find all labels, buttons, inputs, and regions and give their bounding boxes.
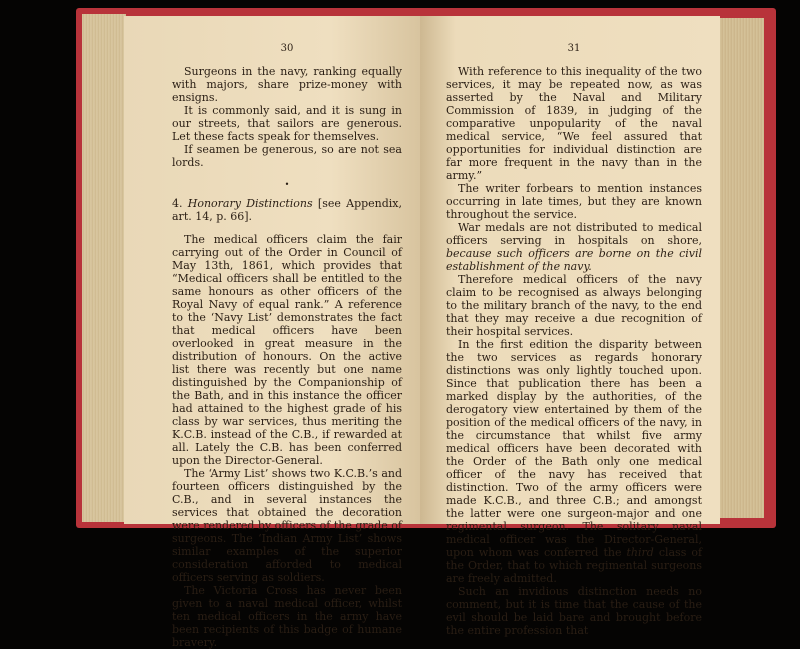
paragraph-text: In the first edition the disparity between the two services as regards honorary distinctions was only lightly touched upon. Since that publication there has been a marked display by the authorities, of the derogatory view entertained by them of the position of the medical officers of the navy, in the circumstance that whilst five army medical officers have been decorated with the Order of the Bath only one medical officer of the navy has received that distinction. Two of the army officers were made K.C.B., and three C.B.; and amongst the latter were one surgeon-major and one regimental surgeon. The solitary naval medical officer was the Director-General, upon whom was conferred the [446, 338, 702, 559]
paragraph: With reference to this inequality of the two services, it may be repeated now, as was asserted by the Naval and Military Commission of 1839, in judging of the comparative unpopularity of the naval medical service, “We feel assured that opportunities for individual distinction are far more frequent in the navy than in the army.” [446, 65, 702, 182]
italic-text: third [626, 546, 654, 559]
paragraph-text: War medals are not distributed to medical officers serving in hospitals on shore, [446, 221, 702, 247]
paragraph: The medical officers claim the fair carrying out of the Order in Council of May 13th, 1861, which provides that “Medical officers shall be entitled to the same honours as other officers of the Royal Navy of equal rank.” A reference to the ‘Navy List’ demonstrates the fact that medical officers have been overlooked in great measure in the distribution of honours. On the active list there was recently but one name distinguished by the Companionship of the Bath, and in this instance the officer had attained to the highest grade of his class by war services, thus meriting the K.C.B. instead of the C.B., if rewarded at all. Lately the C.B. has been conferred upon the Director-General. [172, 233, 402, 467]
paragraph: It is commonly said, and it is sung in our streets, that sailors are generous. Let these facts speak for themselves. [172, 104, 402, 143]
section-number: 4. [172, 197, 183, 210]
page-number-right: 31 [567, 43, 581, 54]
section-heading [172, 197, 402, 223]
section-title: Honorary Distinctions [187, 197, 313, 210]
paragraph-text: class of the Order, that to which regimental surgeons are freely admitted. [446, 546, 703, 585]
left-page [124, 16, 420, 649]
paragraph: Surgeons in the navy, ranking equally with majors, share prize-money with ensigns. [172, 65, 402, 104]
paragraph: The writer forbears to mention instances occurring in late times, but they are known throughout the service. [446, 182, 702, 221]
italic-text: because such officers are borne on the civil establishment of the navy. [446, 247, 702, 273]
paragraph: Such an invidious distinction needs no comment, but it is time that the cause of the evil should be laid bare and brought before the entire profession that [446, 585, 702, 637]
paragraph: Therefore medical officers of the navy claim to be recognised as always belonging to the military branch of the navy, to the end that they may receive a due recognition of their hospital services. [446, 273, 702, 338]
paragraph [446, 221, 702, 273]
right-page [420, 16, 720, 637]
paragraph [446, 338, 702, 585]
paragraph: The Victoria Cross has never been given to a naval medical officer, whilst ten medical officers in the army have been recipients of this badge of humane bravery. [172, 584, 402, 649]
section-reference: [see Appendix, art. 14, p. 66]. [172, 197, 403, 223]
right-page-edges [718, 18, 764, 518]
paragraph: The ‘Army List’ shows two K.C.B.’s and fourteen officers distinguished by the C.B., and in several instances the services that obtained the decoration were rendered by officers of the grade of surgeons. The ‘Indian Army List’ shows similar examples of the superior consideration afforded to medical officers serving as soldiers. [172, 467, 402, 584]
separator-dot: • [284, 180, 290, 189]
paragraph: If seamen be generous, so are not sea lords. [172, 143, 402, 169]
page-number-left: 30 [280, 43, 294, 54]
left-page-edges [82, 14, 126, 522]
